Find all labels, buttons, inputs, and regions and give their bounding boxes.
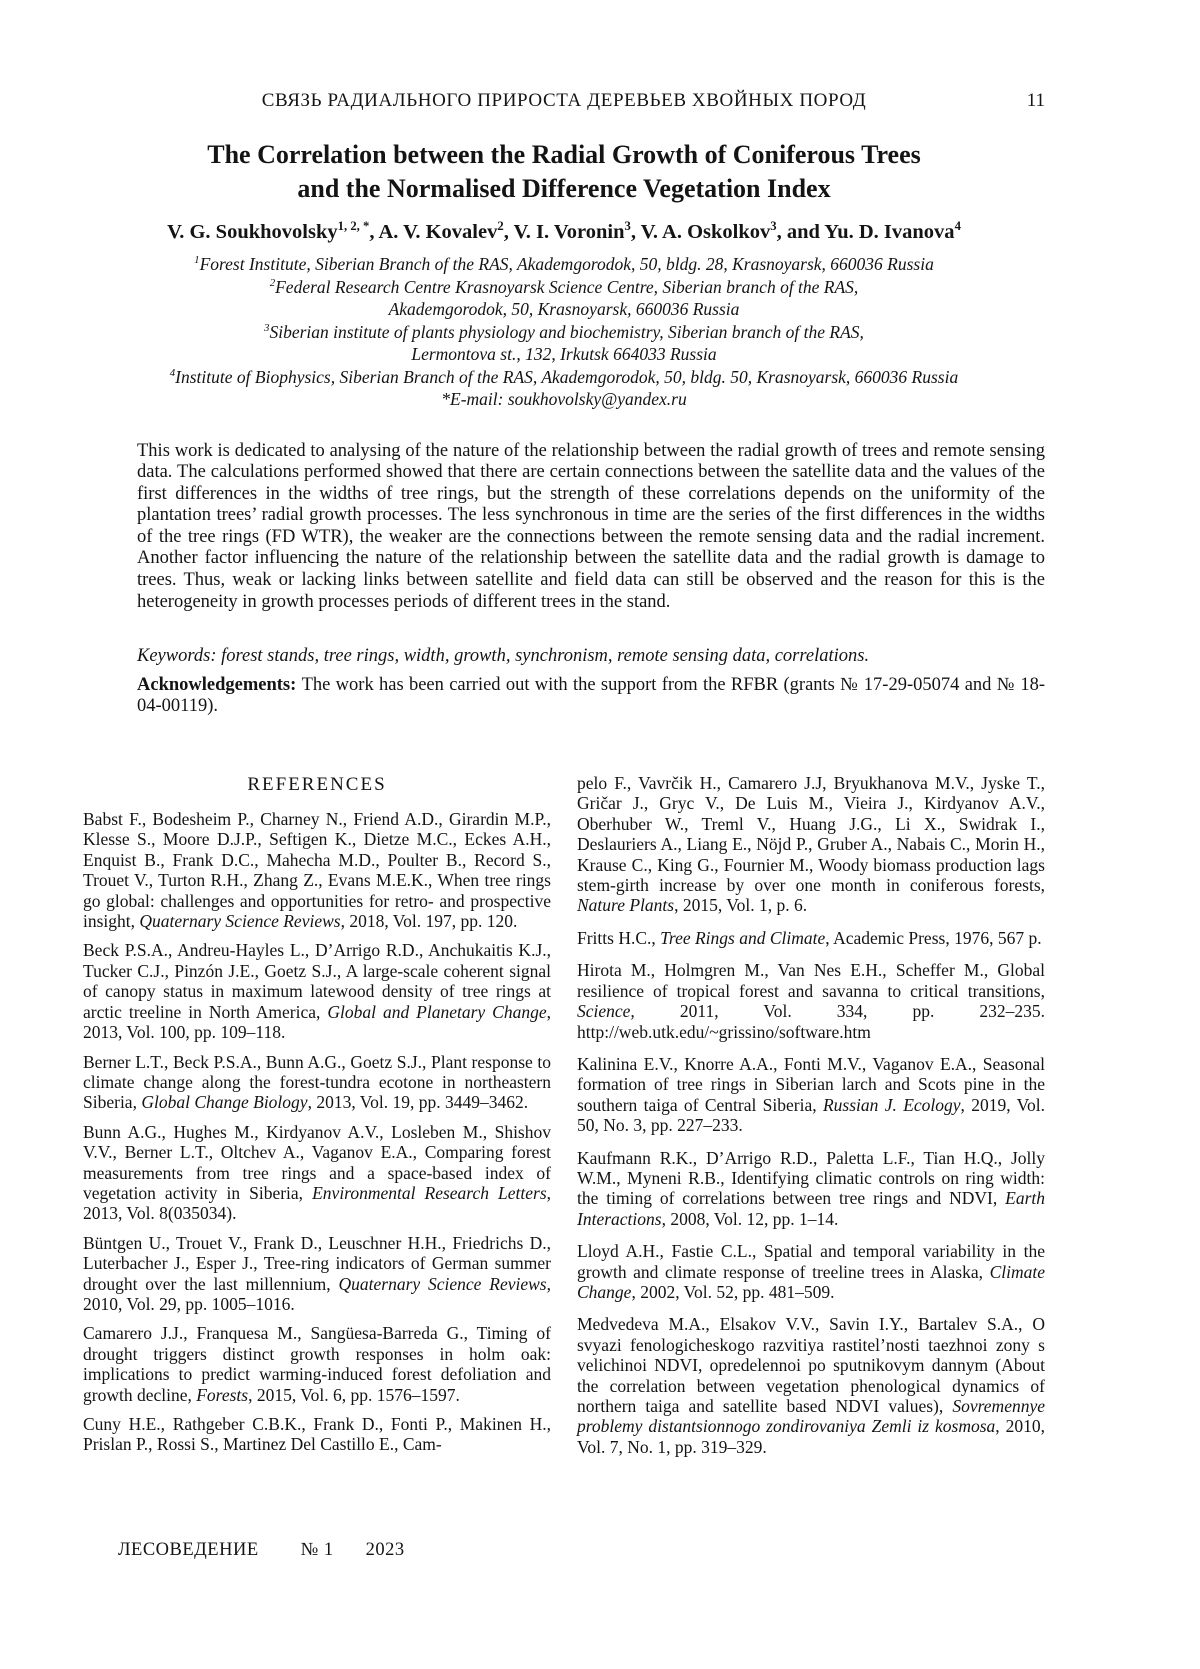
references-column-right	[577, 773, 1045, 1469]
footer-year: 2023	[365, 1540, 405, 1560]
affiliations-block	[83, 253, 1045, 411]
page-number: 11	[1026, 90, 1045, 111]
article-title-line2: and the Normalised Difference Vegetation Index	[297, 174, 831, 203]
reference-item: Kalinina E.V., Knorre A.A., Fonti M.V., Vaganov E.A., Seasonal formation of tree rings in Siberian larch and Scots pine in the southern taiga of Central Siberia, Russian J. Ecology, 2019, Vol. 50, No. 3, pp. 227–233.	[577, 1053, 1045, 1136]
abstract-text: This work is dedicated to analysing of the nature of the relationship between the radial growth of trees and remote sensing data. The calculations performed showed that there are certain connections between the satellite data and the values of the first differences in the widths of tree rings, but the strength of these correlations depends on the uniformity of the plantation trees’ radial growth processes. The less synchronous in time are the series of the first differences in the widths of the tree rings (FD WTR), the weaker are the connections between the remote sensing data and the radial increment. Another factor influencing the nature of the relationship between the satellite data and the radial growth is damage to trees. Thus, weak or lacking links between satellite and field data can still be observed and the reason for this is the heterogeneity in growth processes periods of different trees in the stand.	[137, 440, 1045, 612]
affiliation-2-line2: Akademgorodok, 50, Krasnoyarsk, 660036 Russia	[388, 299, 740, 319]
article-page	[83, 0, 1045, 1469]
article-title	[83, 138, 1045, 206]
reference-item: Büntgen U., Trouet V., Frank D., Leuschner H.H., Friedrichs D., Luterbacher J., Esper J., Tree-ring indicators of German summer drought over the last millennium, Quaternary Science Reviews, 2010, Vol. 29, pp. 1005–1016.	[83, 1232, 551, 1314]
references-heading: REFERENCES	[247, 774, 387, 796]
reference-item: Cuny H.E., Rathgeber C.B.K., Frank D., Fonti P., Makinen H., Prislan P., Rossi S., Martinez Del Castillo E., Cam-	[83, 1414, 551, 1455]
email-line: *E-mail: soukhovolsky@yandex.ru	[441, 389, 687, 409]
reference-item: Fritts H.C., Tree Rings and Climate, Academic Press, 1976, 567 p.	[577, 927, 1042, 948]
reference-item: Lloyd A.H., Fastie C.L., Spatial and temporal variability in the growth and climate response of treeline trees in Alaska, Climate Change, 2002, Vol. 52, pp. 481–509.	[577, 1241, 1045, 1302]
reference-item: Berner L.T., Beck P.S.A., Bunn A.G., Goetz S.J., Plant response to climate change along the forest-tundra ecotone in northeastern Siberia, Global Change Biology, 2013, Vol. 19, pp. 3449–3462.	[83, 1051, 551, 1113]
affiliation-1: $^1$Forest Institute, Siberian Branch of the RAS, Akademgorodok, 50, bldg. 28, Krasnoyarsk, 660036 Russia	[194, 254, 934, 274]
reference-item: Bunn A.G., Hughes M., Kirdyanov A.V., Losleben M., Shishov V.V., Berner L.T., Oltchev A., Vaganov E.A., Comparing forest measurements from tree rings and a space-based index of vegetation activity in Siberia, Environmental Research Letters, 2013, Vol. 8(035034).	[83, 1121, 552, 1224]
reference-item: Babst F., Bodesheim P., Charney N., Friend A.D., Girardin M.P., Klesse S., Moore D.J.P., Seftigen K., Dietze M.C., Eckes A.H., Enquist B., Frank D.C., Mahecha M.D., Poulter B., Record S., Trouet V., Turton R.H., Zhang Z., Evans M.E.K., When tree rings go global: challenges and opportunities for retro- and prospective insight, Quaternary Science Reviews, 2018, Vol. 197, pp. 120.	[83, 809, 551, 932]
reference-item: Kaufmann R.K., D’Arrigo R.D., Paletta L.F., Tian H.Q., Jolly W.M., Myneni R.B., Identifying climatic controls on ring width: the timing of correlations between tree rings and NDVI, Earth Interactions, 2008, Vol. 12, pp. 1–14.	[577, 1147, 1045, 1229]
article-title-line1: The Correlation between the Radial Growth of Coniferous Trees	[207, 140, 921, 169]
references-section	[83, 773, 1045, 1469]
footer-journal-name: ЛЕСОВЕДЕНИЕ	[118, 1540, 259, 1560]
affiliation-3-line2: Lermontova st., 132, Irkutsk 664033 Russia	[411, 344, 717, 364]
reference-item: Camarero J.J., Franquesa M., Sangüesa-Barreda G., Timing of drought triggers distinct growth responses in holm oak: implications to predict warming-induced forest defoliation and growth decline, Forests, 2015, Vol. 6, pp. 1576–1597.	[83, 1323, 551, 1405]
acknowledgements-text: Acknowledgements: The work has been carried out with the support from the RFBR (grants № 17-29-05074 and № 18-04-00119).	[137, 674, 1046, 717]
footer-issue: № 1	[300, 1540, 334, 1560]
affiliation-2-line1: $^2$Federal Research Centre Krasnoyarsk Science Centre, Siberian branch of the RAS,	[269, 276, 859, 297]
reference-item: Beck P.S.A., Andreu-Hayles L., D’Arrigo R.D., Anchukaitis K.J., Tucker C.J., Pinzón J.E., Goetz S.J., A large-scale coherent signal of canopy status in maximum latewood density of tree rings at arctic treeline in North America, Global and Planetary Change, 2013, Vol. 100, pp. 109–118.	[83, 940, 551, 1043]
keywords-line: Keywords: forest stands, tree rings, width, growth, synchronism, remote sensing data, correlations.	[137, 646, 870, 667]
running-head	[83, 90, 1045, 112]
reference-item: Hirota M., Holmgren M., Van Nes E.H., Scheffer M., Global resilience of tropical forest and savanna to critical transitions, Science, 2011, Vol. 334, pp. 232–235. http://web.utk.edu/~grissino/software.htm	[577, 960, 1045, 1042]
affiliation-4: $^4$Institute of Biophysics, Siberian Branch of the RAS, Akademgorodok, 50, bldg. 50, Krasnoyarsk, 660036 Russia	[169, 366, 959, 387]
reference-item: Medvedeva M.A., Elsakov V.V., Savin I.Y., Bartalev S.A., O svyazi fenologicheskogo razvitiya rastitel’nosti taezhnoi zony s velichinoi NDVI, opredelennoi po sputnikovym dannym (About the correlation between vegetation phenological dynamics of northern taiga and satellite based NDVI values), Sovremennye problemy distantsionnogo zondirovaniya Zemli iz kosmosa, 2010, Vol. 7, No. 1, pp. 319–329.	[577, 1314, 1045, 1457]
journal-footer	[118, 1540, 405, 1561]
reference-item: pelo F., Vavrčik H., Camarero J.J, Bryukhanova M.V., Jyske T., Gričar J., Gryc V., De Luis M., Vieira J., Kirdyanov A.V., Oberhuber W., Treml V., Huang J.G., Li X., Swidrak I., Deslauriers A., Liang E., Nöjd P., Gruber A., Nabais C., Morin H., Krause C., King G., Fournier M., Woody biomass production lags stem-girth increase by over one month in coniferous forests, Nature Plants, 2015, Vol. 1, p. 6.	[577, 773, 1045, 916]
affiliation-3-line1: $^3$Siberian institute of plants physiology and biochemistry, Siberian branch of the RAS,	[264, 321, 864, 342]
references-column-left	[83, 773, 551, 1469]
running-head-title: СВЯЗЬ РАДИАЛЬНОГО ПРИРОСТА ДЕРЕВЬЕВ ХВОЙНЫХ ПОРОД	[261, 90, 867, 111]
authors-line: V. G. Soukhovolsky$^{1, 2, *}$, A. V. Kovalev$^2$, V. I. Voronin$^3$, V. A. Oskolkov$^3$, and Yu. D. Ivanova$^4$	[167, 219, 961, 243]
